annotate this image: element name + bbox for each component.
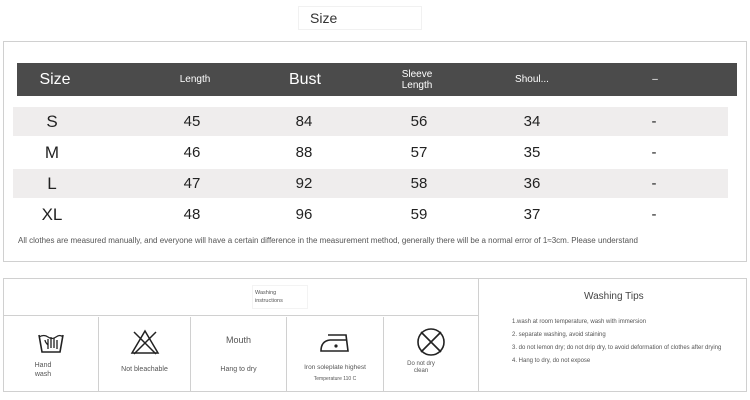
page-title: Size <box>298 6 422 30</box>
care-item-do-not-dry-clean <box>384 317 478 391</box>
cell-length: 47 <box>183 175 201 192</box>
table-row <box>13 107 728 136</box>
cell-size: L <box>47 173 57 193</box>
hang-to-dry-label: Hang to dry <box>220 366 257 373</box>
washing-tips-title: Washing Tips <box>584 291 644 302</box>
table-row <box>13 200 728 229</box>
care-item-iron <box>287 317 384 391</box>
cell-bust: 96 <box>295 206 313 223</box>
care-item-not-bleachable <box>99 317 191 391</box>
cell-bust: 92 <box>295 175 313 192</box>
cell-size: M <box>44 142 60 162</box>
care-panel <box>3 278 747 392</box>
cell-sleeve: 56 <box>410 113 428 130</box>
cell-extra: - <box>651 113 657 130</box>
header-sleeve-length: Sleeve Length <box>401 68 433 91</box>
measurement-note: All clothes are measured manually, and everyone will have a certain difference in the measurement method, generally there will be a normal error of 1≈3cm. Please understand <box>18 236 638 245</box>
cell-shoulder: 34 <box>523 113 541 130</box>
header-size: Size <box>39 71 71 88</box>
not-bleachable-label: Not bleachable <box>121 366 168 373</box>
size-chart-panel <box>3 41 747 262</box>
table-row <box>13 169 728 198</box>
table-row <box>13 138 728 167</box>
cell-extra: - <box>651 206 657 223</box>
header-length: Length <box>179 74 211 85</box>
cell-bust: 88 <box>295 144 313 161</box>
header-extra: – <box>652 74 658 85</box>
tip-item: 3. do not lemon dry; do not drip dry, to avoid deformation of clothes after drying <box>512 345 722 351</box>
cell-shoulder: 37 <box>523 206 541 223</box>
cell-length: 45 <box>183 113 201 130</box>
divider <box>478 279 479 391</box>
tip-item: 1.wash at room temperature, wash with immersion <box>512 319 647 325</box>
tip-item: 4. Hang to dry, do not expose <box>512 358 591 364</box>
cell-extra: - <box>651 175 657 192</box>
iron-icon <box>318 329 352 355</box>
washing-instructions-label: Washing instructions <box>252 285 308 309</box>
hand-wash-icon <box>36 329 66 355</box>
hand-wash-label: Hand wash <box>34 362 52 378</box>
do-not-dry-clean-icon <box>416 327 446 357</box>
divider <box>4 315 478 316</box>
cell-sleeve: 57 <box>410 144 428 161</box>
table-header <box>17 63 737 96</box>
cell-shoulder: 35 <box>523 144 541 161</box>
cell-length: 48 <box>183 206 201 223</box>
care-item-hang-to-dry <box>191 317 287 391</box>
mouth-label: Mouth <box>225 335 251 345</box>
cell-bust: 84 <box>295 113 313 130</box>
care-item-hand-wash <box>4 317 99 391</box>
cell-sleeve: 58 <box>410 175 428 192</box>
cell-length: 46 <box>183 144 201 161</box>
cell-size: S <box>46 111 58 131</box>
washing-tips-list <box>512 319 737 371</box>
iron-label: Iron soleplate highest <box>304 364 366 371</box>
tip-item: 2. separate washing, avoid staining <box>512 332 606 338</box>
do-not-dry-clean-label: Do not dry clean <box>407 361 435 374</box>
cell-shoulder: 36 <box>523 175 541 192</box>
header-bust: Bust <box>288 71 321 88</box>
cell-size: XL <box>41 204 63 224</box>
cell-extra: - <box>651 144 657 161</box>
iron-temp-label: Temperature 110 C <box>313 376 357 382</box>
not-bleachable-icon <box>130 329 160 355</box>
cell-sleeve: 59 <box>410 206 428 223</box>
header-shoulder: Shoul... <box>515 74 549 85</box>
